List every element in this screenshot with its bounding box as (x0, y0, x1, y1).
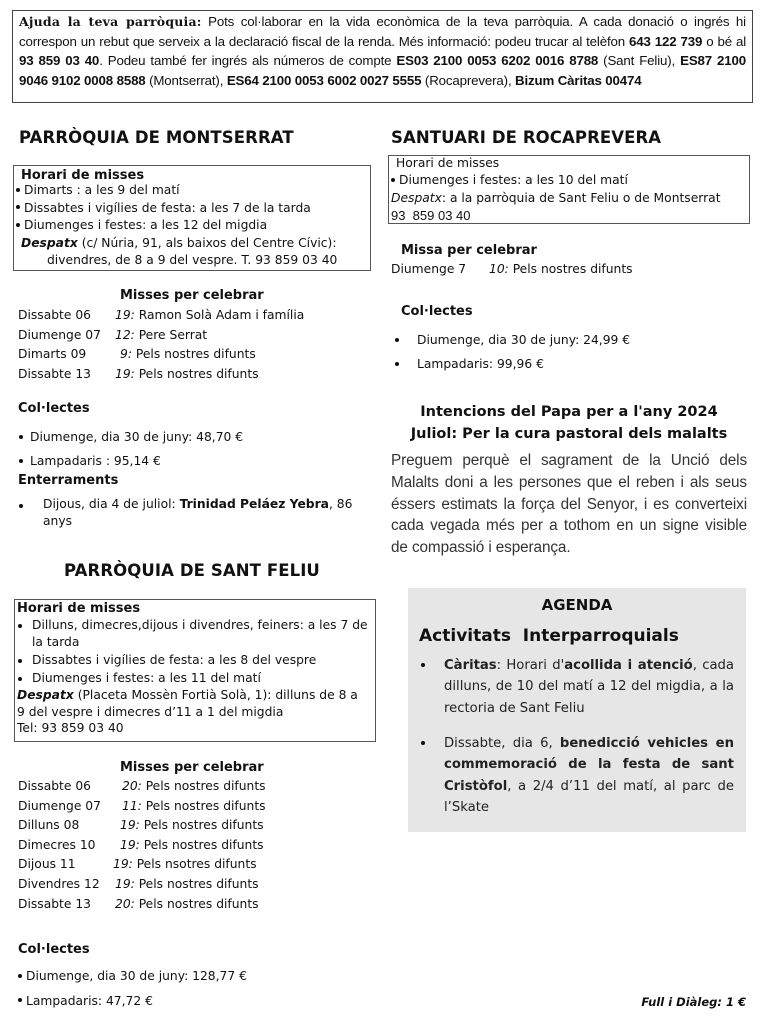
bullet-icon (395, 362, 399, 366)
agenda-subtitle: Activitats Interparroquials (419, 626, 679, 646)
bullet-icon (19, 435, 23, 439)
montserrat-title: PARRÒQUIA DE MONTSERRAT (19, 128, 294, 147)
agenda-item-caritas: Càritas: Horari d'acollida i atenció, cada dilluns, de 10 del matí a 12 del migdia, a la rectoria de Sant Feliu (444, 658, 734, 716)
office-phone: 93 859 03 40 (391, 208, 471, 224)
bullet-icon (16, 205, 20, 209)
bullet-icon (421, 741, 425, 745)
bullet-icon (395, 338, 399, 342)
mass-row: Dissabte 13 19: Pels nostres difunts (18, 366, 259, 381)
iban-santfeliu: ES03 2100 0053 6202 0016 8788 (396, 53, 599, 69)
collection-item: Diumenge, dia 30 de juny: 48,70 € (19, 425, 243, 449)
schedule-item: Diumenges i festes: a les 10 del matí (391, 172, 721, 189)
bullet-icon (18, 998, 22, 1002)
schedule-item: Dissabtes i vigílies de festa: a les 8 del vespre (17, 652, 373, 669)
montserrat-masses-heading: Misses per celebrar (120, 288, 264, 303)
footer-price: Full i Diàleg: 1 € (641, 995, 746, 1009)
montserrat-masses-list (18, 308, 368, 386)
rocaprevera-mass-heading: Missa per celebrar (401, 243, 537, 258)
schedule-item: Dimarts : a les 9 del matí (16, 182, 337, 200)
schedule-list (17, 617, 373, 737)
schedule-item: Diumenges i festes: a les 11 del matí (17, 670, 373, 687)
funerals-heading: Enterraments (18, 473, 119, 488)
iban-montserrat: ES87 2100 9046 9102 0008 8588 (19, 53, 746, 88)
bullet-icon (18, 659, 22, 663)
iban-rocaprevera: ES64 2100 0053 6002 0027 5555 (226, 72, 422, 88)
mass-row: Dimarts 09 9: Pels nostres difunts (18, 347, 256, 362)
bullet-icon (18, 677, 22, 681)
collection-item: Lampadaris: 99,96 € (395, 352, 630, 376)
office-info: Despatx (Placeta Mossèn Fortià Solà, 1): dilluns de 8 a (17, 688, 358, 702)
bullet-icon (18, 974, 22, 978)
bullet-icon (19, 504, 23, 508)
office-phone: Tel: 93 859 03 40 (17, 721, 124, 735)
santfeliu-collections-heading: Col·lectes (18, 942, 90, 957)
rocaprevera-mass-list (391, 262, 741, 282)
santfeliu-masses-heading: Misses per celebrar (120, 760, 264, 775)
bullet-icon (18, 624, 22, 628)
bullet-icon (421, 663, 425, 667)
office-info: Despatx (c/ Núria, 91, als baixos del Centre Cívic): (21, 235, 337, 250)
santfeliu-schedule-box (14, 599, 376, 742)
rocaprevera-collections-list (395, 328, 630, 376)
collection-item: Diumenge, dia 30 de juny: 128,77 € (18, 964, 247, 989)
montserrat-collections-heading: Col·lectes (18, 401, 90, 416)
bullet-icon (16, 223, 20, 227)
mass-row: Dissabte 06 20: Pels nostres difunts (18, 779, 266, 793)
funeral-item: Dijous, dia 4 de juliol: Trinidad Peláez Yebra, 86 anys (19, 495, 371, 531)
santfeliu-title: PARRÒQUIA DE SANT FELIU (64, 561, 320, 580)
mass-row: Diumenge 07 11: Pels nostres difunts (18, 798, 266, 813)
office-hours: 9 del vespre i dimecres d’11 a 1 del migdia (17, 704, 284, 719)
pope-subtitle: Juliol: Per la cura pastoral dels malalts (410, 426, 728, 442)
pope-intentions (391, 401, 747, 559)
schedule-heading: Horari de misses (17, 601, 141, 616)
montserrat-schedule-box (13, 165, 371, 271)
bizum-code: Bizum Càritas 00474 (515, 72, 642, 88)
montserrat-collections-list (19, 425, 243, 473)
mass-row: Dissabte 13 20: Pels nostres difunts (18, 896, 259, 911)
agenda-title: AGENDA (541, 596, 613, 614)
mass-row: Dimecres 10 19: Pels nostres difunts (18, 837, 264, 852)
collection-item: Lampadaris: 47,72 € (18, 989, 247, 1014)
donation-lead: Ajuda la teva parròquia: (19, 14, 202, 29)
agenda-box (408, 588, 746, 832)
rocaprevera-title: SANTUARI DE ROCAPREVERA (391, 128, 662, 147)
mass-row: Dissabte 06 19: Ramon Solà Adam i família (18, 308, 305, 322)
schedule-list (16, 182, 337, 270)
pope-body: Preguem perquè el sagrament de la Unció dels Malalts doni a les persones que el reben i als seus éssers estimats la força del Senyor, i es converteixi cada vegada més per a tothom en un signe visible de compassió i esperança. (391, 452, 747, 557)
rocaprevera-collections-heading: Col·lectes (401, 304, 473, 319)
santfeliu-collections-list (18, 964, 247, 1013)
bullet-icon (16, 188, 20, 192)
office-hours: divendres, de 8 a 9 del vespre. T. 93 859 03 40 (47, 253, 338, 267)
phone-number: 93 859 03 40 (19, 53, 100, 69)
pope-title: Intencions del Papa per a l'any 2024 (420, 404, 718, 420)
donation-notice: Ajuda la teva parròquia: Pots col·laborar en la vida econòmica de la teva parròquia. A cada donació o ingrés hi correspon un rebut que serveix a la declaració fiscal de la renda. Més informació: podeu trucar al telèfon 643 122 739 o bé al 93 859 03 40. Podeu també fer ingrés als números de compte ES03 2100 0053 6202 0016 8788 (Sant Feliu), ES87 2100 9046 9102 0008 8588 (Montserrat), ES64 2100 0053 6002 0027 5555 (Rocaprevera), Bizum Càritas 00474 (12, 10, 753, 103)
bullet-icon (391, 178, 395, 182)
mass-row: Divendres 12 19: Pels nostres difunts (18, 876, 259, 891)
phone-number: 643 122 739 (629, 33, 703, 49)
collection-item: Lampadaris : 95,14 € (19, 449, 243, 473)
schedule-list (391, 155, 721, 225)
mass-row: Dilluns 08 19: Pels nostres difunts (18, 818, 264, 833)
schedule-item: Dissabtes i vigílies de festa: a les 7 de la tarda (16, 200, 337, 218)
schedule-item: Diumenges i festes: a les 12 del migdia (16, 217, 337, 235)
schedule-heading: Horari de misses (396, 156, 500, 170)
schedule-heading: Horari de misses (21, 168, 145, 183)
mass-row: Diumenge 07 12: Pere Serrat (18, 327, 208, 342)
mass-row: Diumenge 7 10: Pels nostres difunts (391, 262, 633, 276)
office-info: Despatx: a la parròquia de Sant Feliu o de Montserrat (391, 190, 721, 205)
mass-row: Dijous 11 19: Pels nsotres difunts (18, 857, 257, 872)
rocaprevera-schedule-box (388, 155, 750, 224)
bullet-icon (19, 459, 23, 463)
schedule-item: Dilluns, dimecres,dijous i divendres, feiners: a les 7 de la tarda (17, 617, 373, 650)
collection-item: Diumenge, dia 30 de juny: 24,99 € (395, 328, 630, 352)
agenda-item-vehicles: Dissabte, dia 6, benedicció vehicles en commemoració de la festa de sant Cristòfol, a 2/4 d’11 del matí, al parc de l’Skate (444, 736, 734, 816)
santfeliu-masses-list (18, 779, 368, 916)
